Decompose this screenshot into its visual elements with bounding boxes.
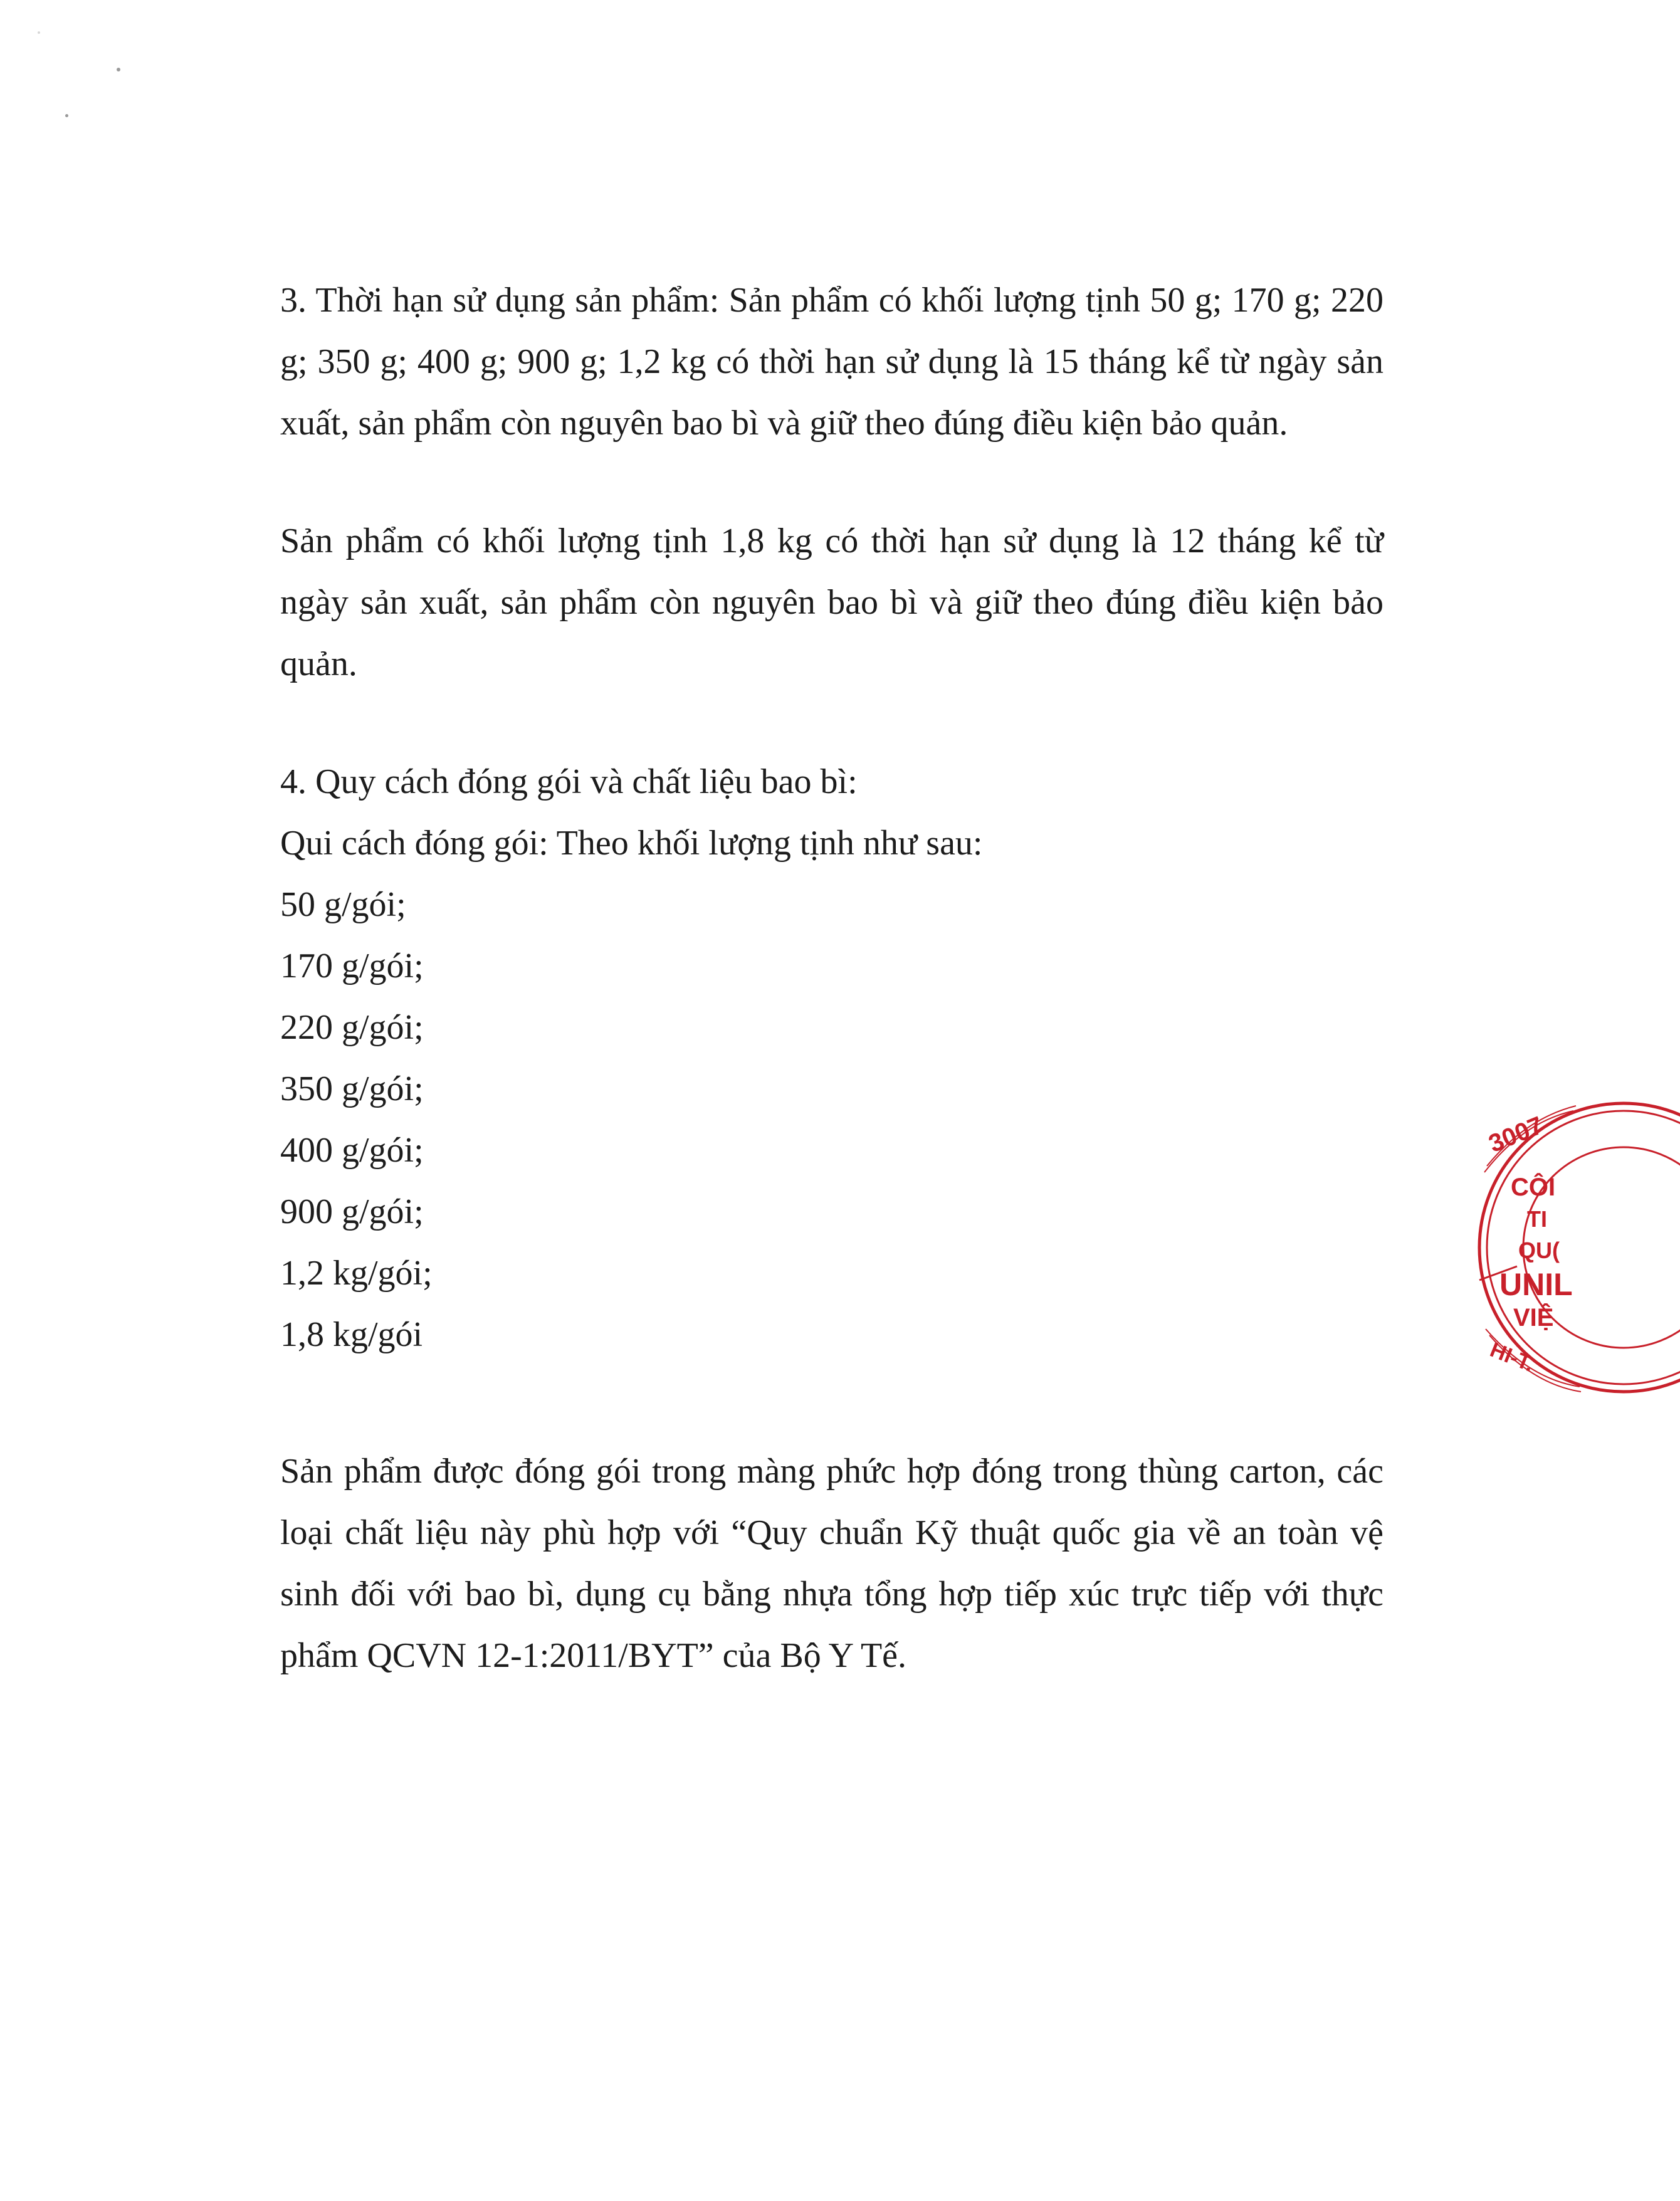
section-4-packaging: [280, 751, 1383, 1365]
section-4-subheading: Qui cách đóng gói: Theo khối lượng tịnh như sau:: [280, 824, 983, 863]
seal-text-fragment: QU(: [1518, 1237, 1560, 1263]
package-size-item: 350 g/gói;: [280, 1069, 424, 1108]
section-3-shelf-life: [280, 270, 1383, 454]
package-size-item: 50 g/gói;: [280, 885, 406, 924]
packaging-material-line: phẩm QCVN 12-1:2011/BYT” của Bộ Y Tế.: [280, 1636, 907, 1675]
section-3-line: xuất, sản phẩm còn nguyên bao bì và giữ theo đúng điều kiện bảo quản.: [280, 404, 1288, 443]
section-3-note-line: ngày sản xuất, sản phẩm còn nguyên bao bì và giữ theo đúng điều kiện bảo: [280, 583, 1383, 622]
document-body: [280, 270, 1383, 1686]
section-3-line: 3. Thời hạn sử dụng sản phẩm: Sản phẩm có khối lượng tịnh 50 g; 170 g; 220: [280, 281, 1383, 320]
packaging-material-line: sinh đối với bao bì, dụng cụ bằng nhựa tổng hợp tiếp xúc trực tiếp với thực: [280, 1575, 1383, 1614]
section-3-note-line: quản.: [280, 644, 357, 683]
section-4-heading: 4. Quy cách đóng gói và chất liệu bao bì:: [280, 762, 858, 801]
seal-text-fragment: 3007: [1484, 1111, 1547, 1158]
package-size-item: 1,8 kg/gói: [280, 1315, 423, 1354]
section-3-note: [280, 510, 1383, 695]
section-3-note-line: Sản phẩm có khối lượng tịnh 1,8 kg có thời hạn sử dụng là 12 tháng kể từ: [280, 522, 1383, 560]
scan-speck: [65, 114, 68, 117]
scan-speck: [38, 31, 40, 34]
seal-text-fragment: UNIL: [1499, 1267, 1573, 1302]
scan-speck: [117, 68, 120, 71]
package-size-item: 900 g/gói;: [280, 1192, 424, 1231]
seal-text-fragment: TI: [1527, 1206, 1547, 1232]
package-size-item: 220 g/gói;: [280, 1008, 424, 1047]
packaging-material-paragraph: [280, 1441, 1383, 1686]
packaging-material-line: loại chất liệu này phù hợp với “Quy chuẩn Kỹ thuật quốc gia về an toàn vệ: [280, 1513, 1383, 1552]
seal-text-fragment: HI-T.: [1486, 1337, 1538, 1377]
package-size-item: 1,2 kg/gói;: [280, 1254, 433, 1293]
seal-text-fragment: CÔI: [1511, 1174, 1556, 1201]
seal-text-fragment: VIỆ: [1513, 1304, 1554, 1332]
package-size-item: 170 g/gói;: [280, 947, 424, 985]
company-seal: [1473, 1097, 1680, 1398]
package-size-item: 400 g/gói;: [280, 1131, 424, 1170]
packaging-material-line: Sản phẩm được đóng gói trong màng phức hợp đóng trong thùng carton, các: [280, 1452, 1383, 1491]
section-3-line: g; 350 g; 400 g; 900 g; 1,2 kg có thời hạn sử dụng là 15 tháng kể từ ngày sản: [280, 342, 1383, 381]
